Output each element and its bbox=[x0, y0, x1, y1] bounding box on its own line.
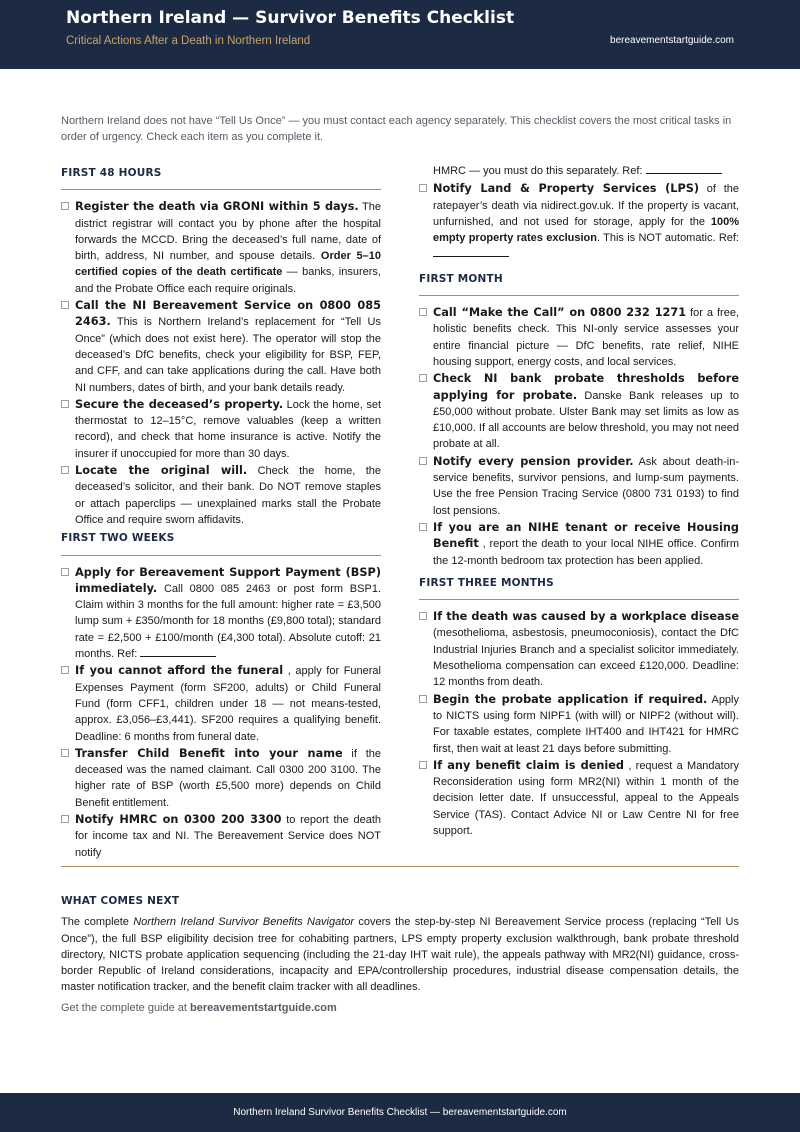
checkbox[interactable] bbox=[419, 374, 427, 382]
page-footer bbox=[0, 1093, 800, 1132]
item-text: Danske Bank releases up to £50,000 without probate. Ulster Bank may set limits as low as £10,000. If all accounts are below threshold, you may not need probate at all. bbox=[433, 389, 739, 451]
item-text: HMRC — you must do this separately. Ref: bbox=[433, 165, 646, 177]
item-text: Call 0800 085 2463 or post form BSP1. Claim within 3 months for the full amount: higher rate = £3,500 lump sum + £350/month for 18 months (£9,800 total); standard rate = £2,500 + £100/month (£4,300 total). Absolute cutoff: 21 months. Ref: bbox=[75, 582, 381, 661]
checklist-item bbox=[61, 746, 381, 811]
checkbox[interactable] bbox=[61, 666, 69, 674]
checklist-item bbox=[419, 305, 739, 370]
item-lead: Locate the original will. bbox=[75, 464, 248, 478]
item-lead: Call the NI Bereavement Service on 0800 085 2463. bbox=[75, 299, 381, 329]
section-heading-what-comes-next: WHAT COMES NEXT bbox=[61, 895, 180, 907]
checkbox[interactable] bbox=[61, 815, 69, 823]
item-lead: If any benefit claim is denied bbox=[433, 758, 625, 772]
checklist-item bbox=[61, 663, 381, 744]
document-title: Northern Ireland — Survivor Benefits Checklist bbox=[66, 8, 515, 28]
section-divider bbox=[61, 555, 381, 556]
item-text: The district registrar will contact you by phone after the hospital forwards the MCCD. Bring the deceased’s full name, date of birth, address, NI number, and spouse details. bbox=[75, 201, 381, 263]
item-text: , request a Mandatory Reconsideration using form MR2(NI) within 1 month of the decision letter date. If unsuccessful, appeal to the Appeals Service (TAS). Contact Advice NI or Law Centre NI for free support. bbox=[433, 759, 740, 837]
item-text: . This is NOT automatic. Ref: bbox=[596, 232, 739, 245]
item-text: — banks, insurers, and the Probate Office each require originals. bbox=[75, 266, 381, 295]
guide-name: Northern Ireland Survivor Benefits Navigator bbox=[133, 916, 355, 929]
checkbox[interactable] bbox=[419, 457, 427, 465]
checkbox[interactable] bbox=[61, 466, 69, 474]
item-lead: Notify every pension provider. bbox=[433, 454, 634, 468]
guide-link[interactable]: bereavementstartguide.com bbox=[190, 1001, 337, 1014]
item-lead: Begin the probate application if required. bbox=[433, 692, 708, 706]
checklist-item bbox=[61, 397, 381, 462]
checklist-item bbox=[419, 371, 739, 452]
item-text: This is Northern Ireland’s replacement for “Tell Us Once” (which does not exist here). The operator will stop the deceased’s DfC benefits, check your eligibility for BSP, FEP, and CFF, and can take applications during the call. Have both NI numbers, dates of birth, and your bank details ready. bbox=[75, 316, 381, 394]
item-text: , report the death to your local NIHE office. Confirm the 12-month bedroom tax protection has been applied. bbox=[433, 538, 739, 567]
checkbox[interactable] bbox=[419, 612, 427, 620]
right-column bbox=[419, 163, 739, 840]
checklist-item bbox=[61, 298, 381, 396]
checklist-item bbox=[419, 692, 739, 757]
item-lead: Notify HMRC on 0300 200 3300 bbox=[75, 812, 282, 826]
left-column bbox=[61, 165, 381, 862]
section-heading-first-48-hours: FIRST 48 HOURS bbox=[61, 167, 162, 179]
item-emphasis: Order 5–10 certified copies of the death certificate bbox=[75, 250, 382, 279]
document-subtitle: Critical Actions After a Death in Northern Ireland bbox=[66, 35, 311, 47]
checkbox[interactable] bbox=[419, 695, 427, 703]
section-heading-first-three-months: FIRST THREE MONTHS bbox=[419, 576, 554, 589]
section-divider bbox=[419, 599, 739, 600]
page-header bbox=[0, 0, 800, 69]
reference-blank[interactable] bbox=[433, 246, 509, 257]
item-emphasis: 100% empty property rates exclusion bbox=[433, 215, 739, 245]
checklist-item bbox=[61, 199, 381, 297]
item-lead: Secure the deceased’s property. bbox=[75, 397, 284, 411]
item-lead: If you are an NIHE tenant or receive Housing Benefit bbox=[433, 520, 739, 551]
item-lead: Apply for Bereavement Support Payment (BSP) immediately. bbox=[75, 565, 381, 595]
what-comes-next bbox=[61, 893, 739, 1016]
checklist-item bbox=[419, 758, 739, 839]
checkbox[interactable] bbox=[419, 761, 427, 769]
item-lead: Register the death via GRONI within 5 days. bbox=[75, 200, 359, 214]
item-text: Ask about death-in-service benefits, survivor pensions, and lump-sum payments. Use the free Pension Tracing Service (0800 731 0193) to find lost pensions. bbox=[433, 455, 739, 517]
item-lead: If the death was caused by a workplace disease bbox=[433, 610, 739, 624]
section-heading-first-month: FIRST MONTH bbox=[419, 272, 503, 285]
item-text: (mesothelioma, asbestosis, pneumoconiosis), contact the DfC Industrial Injuries Branch and a specialist solicitor immediately. Mesothelioma compensation can exceed £120,000. Deadline: 12 months from death. bbox=[433, 627, 739, 689]
section-heading-first-two-weeks: FIRST TWO WEEKS bbox=[61, 532, 175, 545]
item-lead: Check NI bank probate thresholds before applying for probate. bbox=[433, 372, 739, 402]
item-text: of the ratepayer’s death via nidirect.gov.uk. If the property is vacant, unfurnished, and not used for storage, apply for the bbox=[433, 183, 739, 228]
item-text: Check the home, the deceased’s solicitor, and their bank. Do NOT remove staples or attach paperclips — unexplained marks stall the Probate Office and require sworn affidavits. bbox=[75, 465, 382, 526]
checkbox[interactable] bbox=[419, 308, 427, 316]
item-text: Lock the home, set thermostat to 12–15°C, remove valuables (keep a written record), and check that home insurance is active. Notify the insurer if unoccupied for more than 30 days. bbox=[75, 398, 382, 460]
item-lead: Notify Land & Property Services (LPS) bbox=[433, 182, 700, 196]
item-lead: If you cannot afford the funeral bbox=[75, 664, 284, 678]
item-lead: Transfer Child Benefit into your name bbox=[75, 746, 343, 760]
checkbox[interactable] bbox=[61, 568, 69, 576]
item-text: to report the death for income tax and NI. The Bereavement Service does NOT notify bbox=[75, 813, 381, 859]
checklist-item bbox=[419, 609, 739, 690]
checklist-item bbox=[61, 812, 381, 861]
checkbox[interactable] bbox=[61, 400, 69, 408]
header-site-link[interactable]: bereavementstartguide.com bbox=[610, 35, 734, 46]
checklist-item-continuation bbox=[419, 163, 739, 179]
what-comes-next-paragraph: The complete Northern Ireland Survivor Benefits Navigator covers the step-by-step NI Bereavement Service process (replacing “Tell Us Once”), the full BSP eligibility decision tree for cohabiting partners, LPS empty property exclusion walkthrough, bank probate threshold directory, NICTS probate application sequencing (including the 21-day IHT wait rule), the appeals pathway with MR2(NI) guidance, cross-border Republic of Ireland considerations, incapacity and EPA/controllership procedures, industrial disease compensation details, the master notification tracker, and the benefit claim tracker with all deadlines. bbox=[61, 916, 739, 994]
checklist-item bbox=[61, 463, 381, 528]
reference-blank[interactable] bbox=[140, 646, 216, 657]
footer-text: Northern Ireland Survivor Benefits Checklist — bereavementstartguide.com bbox=[233, 1107, 567, 1118]
checkbox[interactable] bbox=[61, 749, 69, 757]
checkbox[interactable] bbox=[61, 301, 69, 309]
section-divider bbox=[61, 866, 739, 867]
item-text: , apply for Funeral Expenses Payment (form SF200, adults) or Child Funeral Fund (form CFF1, children under 18 — not means-tested, approx. £3,056–£3,441). SF200 requires a qualifying benefit. Deadline: 6 months from funeral date. bbox=[75, 665, 381, 743]
checklist-item bbox=[419, 454, 739, 519]
item-lead: Call “Make the Call” on 0800 232 1271 bbox=[433, 306, 687, 320]
checklist-item bbox=[419, 520, 739, 569]
section-divider bbox=[419, 295, 739, 296]
checklist-item bbox=[61, 565, 381, 663]
reference-blank[interactable] bbox=[646, 163, 722, 174]
checkbox[interactable] bbox=[419, 523, 427, 531]
intro-paragraph: Northern Ireland does not have “Tell Us Once” — you must contact each agency separately. This checklist covers the most critical tasks in order of urgency. Check each item as you complete it. bbox=[61, 115, 732, 143]
checkbox[interactable] bbox=[61, 202, 69, 210]
section-divider bbox=[61, 189, 381, 190]
get-guide-line: Get the complete guide at bereavementstartguide.com bbox=[61, 1001, 337, 1014]
item-text: if the deceased was the named claimant. Call 0300 200 3100. The higher rate of BSP (worth £5,500 more) depends on Child Benefit entitlement. bbox=[75, 747, 381, 809]
item-text: Apply to NICTS using form NIPF1 (with will) or NIPF2 (without will). For taxable estates, complete IHT400 and IHT421 for HMRC first, then wait at least 21 days before submitting. bbox=[433, 693, 739, 755]
item-text: for a free, holistic benefits check. This NI-only service assesses your entire financial picture — DfC benefits, rate relief, NIHE housing support, energy costs, and local services. bbox=[433, 307, 739, 368]
checklist-item bbox=[419, 181, 739, 262]
checkbox[interactable] bbox=[419, 184, 427, 192]
